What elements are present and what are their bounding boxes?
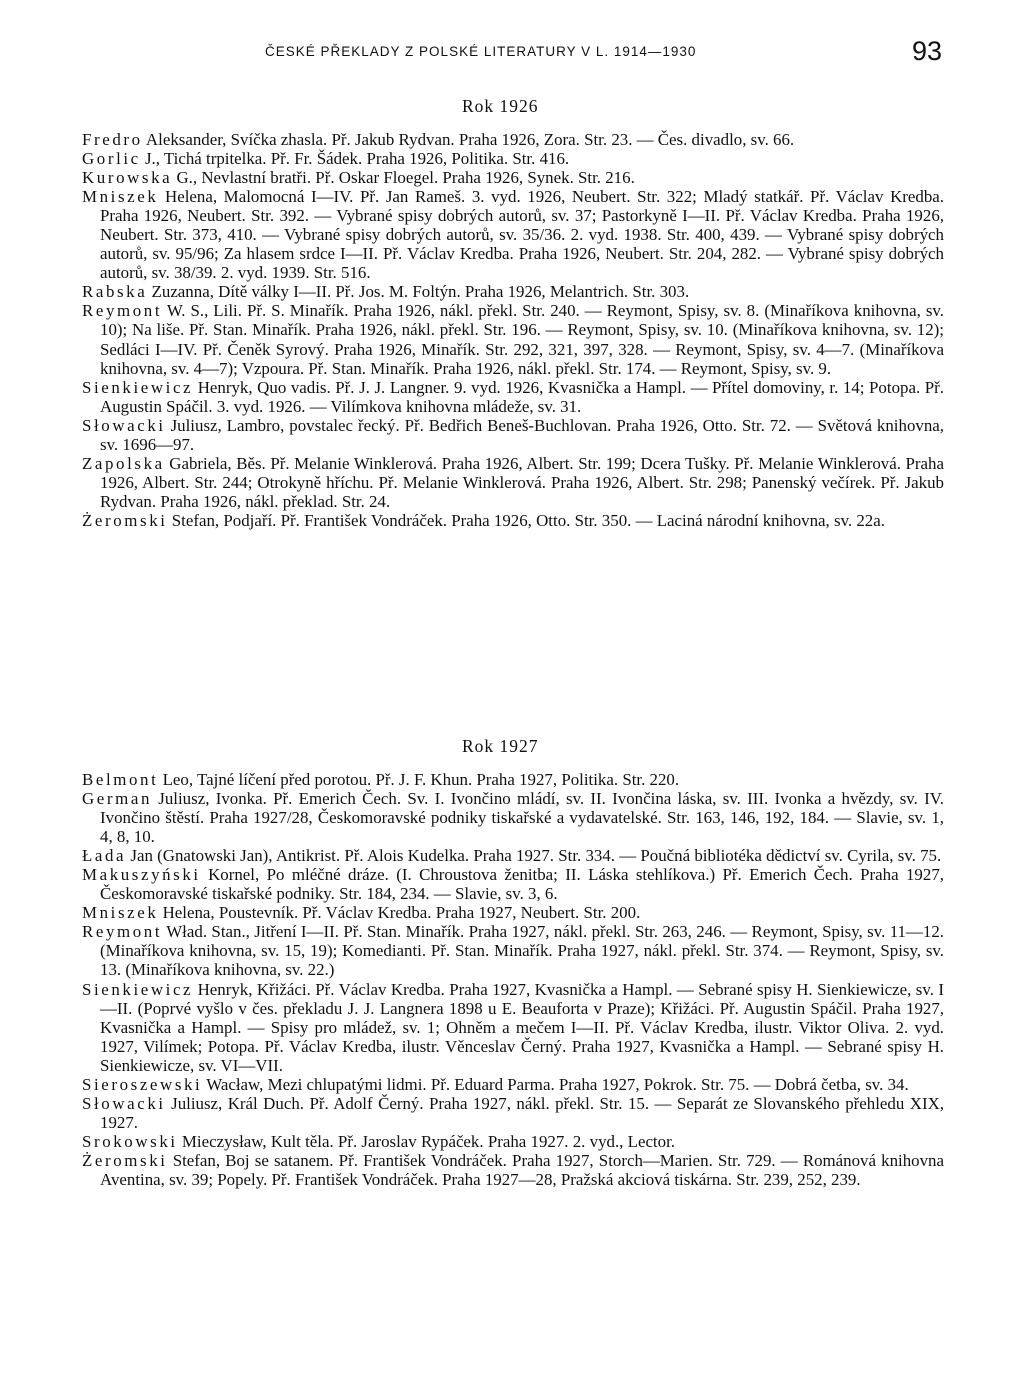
running-head [0, 36, 1024, 76]
bibliography-entry [82, 770, 944, 789]
bibliography-entry [82, 301, 944, 377]
bibliography-entry [82, 789, 944, 846]
bibliography-entry [82, 378, 944, 416]
author-name: Belmont [82, 770, 159, 789]
bibliography-entry [82, 454, 944, 511]
author-name: Mniszek [82, 187, 159, 207]
entry-text: Stefan, Boj se satanem. Př. František Vondráček. Praha 1927, Storch—Marien. Str. 729. — Románová knihovna Aventina, sv. 39; Popely. Př. František Vondráček. Praha 1927—28, Pražská akciová tiskárna. Str. 239, 252, 239. [100, 1150, 944, 1189]
entry-text: Leo, Tajné líčení před porotou. Př. J. F. Khun. Praha 1927, Politika. Str. 220. [158, 770, 680, 789]
bibliography-entry [82, 1075, 944, 1094]
author-name: Żeromski [82, 1150, 168, 1170]
entry-text: Mieczysław, Kult těla. Př. Jaroslav Rypáček. Praha 1927. 2. vyd., Lector. [177, 1131, 675, 1151]
author-name: Sienkiewicz [82, 979, 194, 999]
author-name: Mniszek [82, 903, 159, 923]
author-name: Słowacki [82, 1093, 166, 1113]
author-name: Żeromski [82, 510, 168, 530]
author-name: Kurowska [82, 168, 173, 188]
author-name: Sieroszewski [82, 1074, 203, 1094]
entry-text: Wład. Stan., Jitření I—II. Př. Stan. Minařík. Praha 1927, nákl. překl. Str. 263, 246. — Reymont, Spisy, sv. 11—12. (Minaříkova knihovna, sv. 15, 19); Komedianti. Př. Stan. Minařík. Praha 1927, nákl. překl. Str. 374. — Reymont, Spisy, sv. 13. (Minaříkova knihovna, sv. 22.) [100, 922, 944, 980]
page-number: 93 [912, 36, 943, 66]
entry-text: W. S., Lili. Př. S. Minařík. Praha 1926, nákl. překl. Str. 240. — Reymont, Spisy, sv. 8. (Minaříkova knihovna, sv. 10); Na liše. Př. Stan. Minařík. Praha 1926, nákl. překl. Str. 196. — Reymont, Spisy, sv. 10. (Minaříkova knihovna, sv. 12); Sedláci I—IV. Př. Čeněk Syrový. Praha 1926, Minařík. Str. 292, 321, 397, 328. — Reymont, Spisy, sv. 4—7. (Minaříkova knihovna, sv. 4—7); Vzpoura. Př. Stan. Minařík. Praha 1926, nákl. překl. Str. 174. — Reymont, Spisy, sv. 9. [100, 301, 944, 378]
entry-text: Jan (Gnatowski Jan), Antikrist. Př. Alois Kudelka. Praha 1927. Str. 334. — Poučná bibliotéka dědictví sv. Cyrila, sv. 75. [126, 846, 942, 866]
bibliography-entry [82, 980, 944, 1075]
entry-text: Juliusz, Ivonka. Př. Emerich Čech. Sv. I. Ivončino mládí, sv. II. Ivončina láska, sv. III. Ivonka a hvězdy, sv. IV. Ivončino štěstí. Praha 1927/28, Českomoravské podniky tiskařské a vydavatelské. Str. 163, 146, 192, 184. — Slavie, sv. 1, 4, 8, 10. [100, 789, 944, 847]
author-name: Srokowski [82, 1131, 178, 1151]
entry-text: Zuzanna, Dítě války I—II. Př. Jos. M. Foltýn. Praha 1926, Melantrich. Str. 303. [147, 282, 690, 302]
entry-text: G., Nevlastní bratři. Př. Oskar Floegel. Praha 1926, Synek. Str. 216. [172, 168, 635, 188]
entry-text: Juliusz, Lambro, povstalec řecký. Př. Bedřich Beneš-Buchlovan. Praha 1926, Otto. Str. 72. — Světová knihovna, sv. 1696—97. [100, 415, 944, 454]
section-heading-1926: Rok 1926 [462, 96, 539, 116]
bibliography-entry [82, 282, 944, 301]
author-name: Reymont [82, 922, 163, 942]
entry-text: Aleksander, Svíčka zhasla. Př. Jakub Rydvan. Praha 1926, Zora. Str. 23. — Čes. divadlo, sv. 66. [142, 130, 795, 149]
bibliography-entry [82, 846, 944, 865]
section-heading-1927: Rok 1927 [462, 736, 539, 756]
entry-text: Helena, Malomocná I—IV. Př. Jan Rameš. 3. vyd. 1926, Neubert. Str. 322; Mladý statkář. Př. Václav Kredba. Praha 1926, Neubert. Str. 392. — Vybrané spisy dobrých autorů, sv. 37; Pastorkyně I—II. Př. Václav Kredba. Praha 1926, Neubert. Str. 373, 410. — Vybrané spisy dobrých autorů, sv. 35/36. 2. vyd. 1938. Str. 400, 439. — Vybrané spisy dobrých autorů, sv. 95/96; Za hlasem srdce I—II. Př. Václav Kredba. Praha 1926, Neubert. Str. 204, 282. — Vybrané spisy dobrých autorů, sv. 38/39. 2. vyd. 1939. Str. 516. [100, 187, 944, 283]
bibliography-entry [82, 187, 944, 282]
entries-1927 [82, 770, 944, 1189]
entry-text: Wacław, Mezi chlupatými lidmi. Př. Eduard Parma. Praha 1927, Pokrok. Str. 75. — Dobrá četba, sv. 34. [202, 1074, 909, 1094]
running-title: ČESKÉ PŘEKLADY Z POLSKÉ LITERATURY V L. 1914—1930 [265, 44, 697, 59]
bibliography-entry [82, 1132, 944, 1151]
entry-text: Helena, Poustevník. Př. Václav Kredba. Praha 1927, Neubert. Str. 200. [158, 903, 641, 923]
entry-text: Henryk, Křižáci. Př. Václav Kredba. Praha 1927, Kvasnička a Hampl. — Sebrané spisy H. Sienkiewicze, sv. I—II. (Poprvé vyšlo v čes. překladu J. J. Langnera 1898 u E. Beauforta v Praze); Křižáci. Př. Augustin Spáčil. Praha 1927, Kvasnička a Hampl. — Spisy pro mládež, sv. 1; Ohněm a mečem I—II. Př. Václav Kredba, ilustr. Viktor Oliva. 2. vyd. 1927, Vilímek; Potopa. Př. Václav Kredba, ilustr. Věnceslav Černý. Praha 1927, Kvasnička a Hampl. — Sebrané spisy H. Sienkiewicze, sv. VI—VII. [100, 979, 944, 1075]
author-name: Makuszyński [82, 865, 201, 885]
entry-text: Kornel, Po mléčné dráze. (I. Chroustova ženitba; II. Láska stehlíkova.) Př. Emerich Čech. Praha 1927, Českomoravské tiskařské podniky. Str. 184, 234. — Slavie, sv. 3, 6. [100, 865, 944, 904]
bibliography-entry [82, 1094, 944, 1132]
entries-1926 [82, 130, 944, 530]
author-name: Zapolska [82, 453, 165, 473]
bibliography-entry [82, 511, 944, 530]
bibliography-entry [82, 149, 944, 168]
author-name: Słowacki [82, 415, 166, 435]
author-name: Gorlic [82, 149, 141, 169]
bibliography-entry [82, 416, 944, 454]
author-name: Łada [82, 846, 127, 866]
author-name: Reymont [82, 301, 163, 321]
bibliography-entry [82, 865, 944, 903]
bibliography-entry [82, 922, 944, 979]
bibliography-entry [82, 168, 944, 187]
author-name: German [82, 789, 152, 809]
entry-text: Henryk, Quo vadis. Př. J. J. Langner. 9. vyd. 1926, Kvasnička a Hampl. — Přítel domoviny, r. 14; Potopa. Př. Augustin Spáčil. 3. vyd. 1926. — Vilímkova knihovna mládeže, sv. 31. [100, 377, 944, 416]
author-name: Rabska [82, 282, 148, 302]
entry-text: Gabriela, Běs. Př. Melanie Winklerová. Praha 1926, Albert. Str. 199; Dcera Tušky. Př. Melanie Winklerová. Praha 1926, Albert. Str. 244; Otrokyně hříchu. Př. Melanie Winklerová. Praha 1926, Albert. Str. 298; Panenský večírek. Př. Jakub Rydvan. Praha 1926, nákl. překlad. Str. 24. [100, 453, 944, 511]
author-name: Sienkiewicz [82, 377, 194, 397]
entry-text: J., Tichá trpitelka. Př. Fr. Šádek. Praha 1926, Politika. Str. 416. [140, 149, 570, 169]
author-name: Fredro [82, 130, 143, 149]
entry-text: Juliusz, Král Duch. Př. Adolf Černý. Praha 1927, nákl. překl. Str. 15. — Separát ze Slovanského přehledu XIX, 1927. [100, 1093, 944, 1132]
bibliography-entry [82, 903, 944, 922]
bibliography-entry [82, 1151, 944, 1189]
entry-text: Stefan, Podjaří. Př. František Vondráček. Praha 1926, Otto. Str. 350. — Laciná národní knihovna, sv. 22a. [167, 510, 885, 530]
bibliography-entry [82, 130, 944, 149]
